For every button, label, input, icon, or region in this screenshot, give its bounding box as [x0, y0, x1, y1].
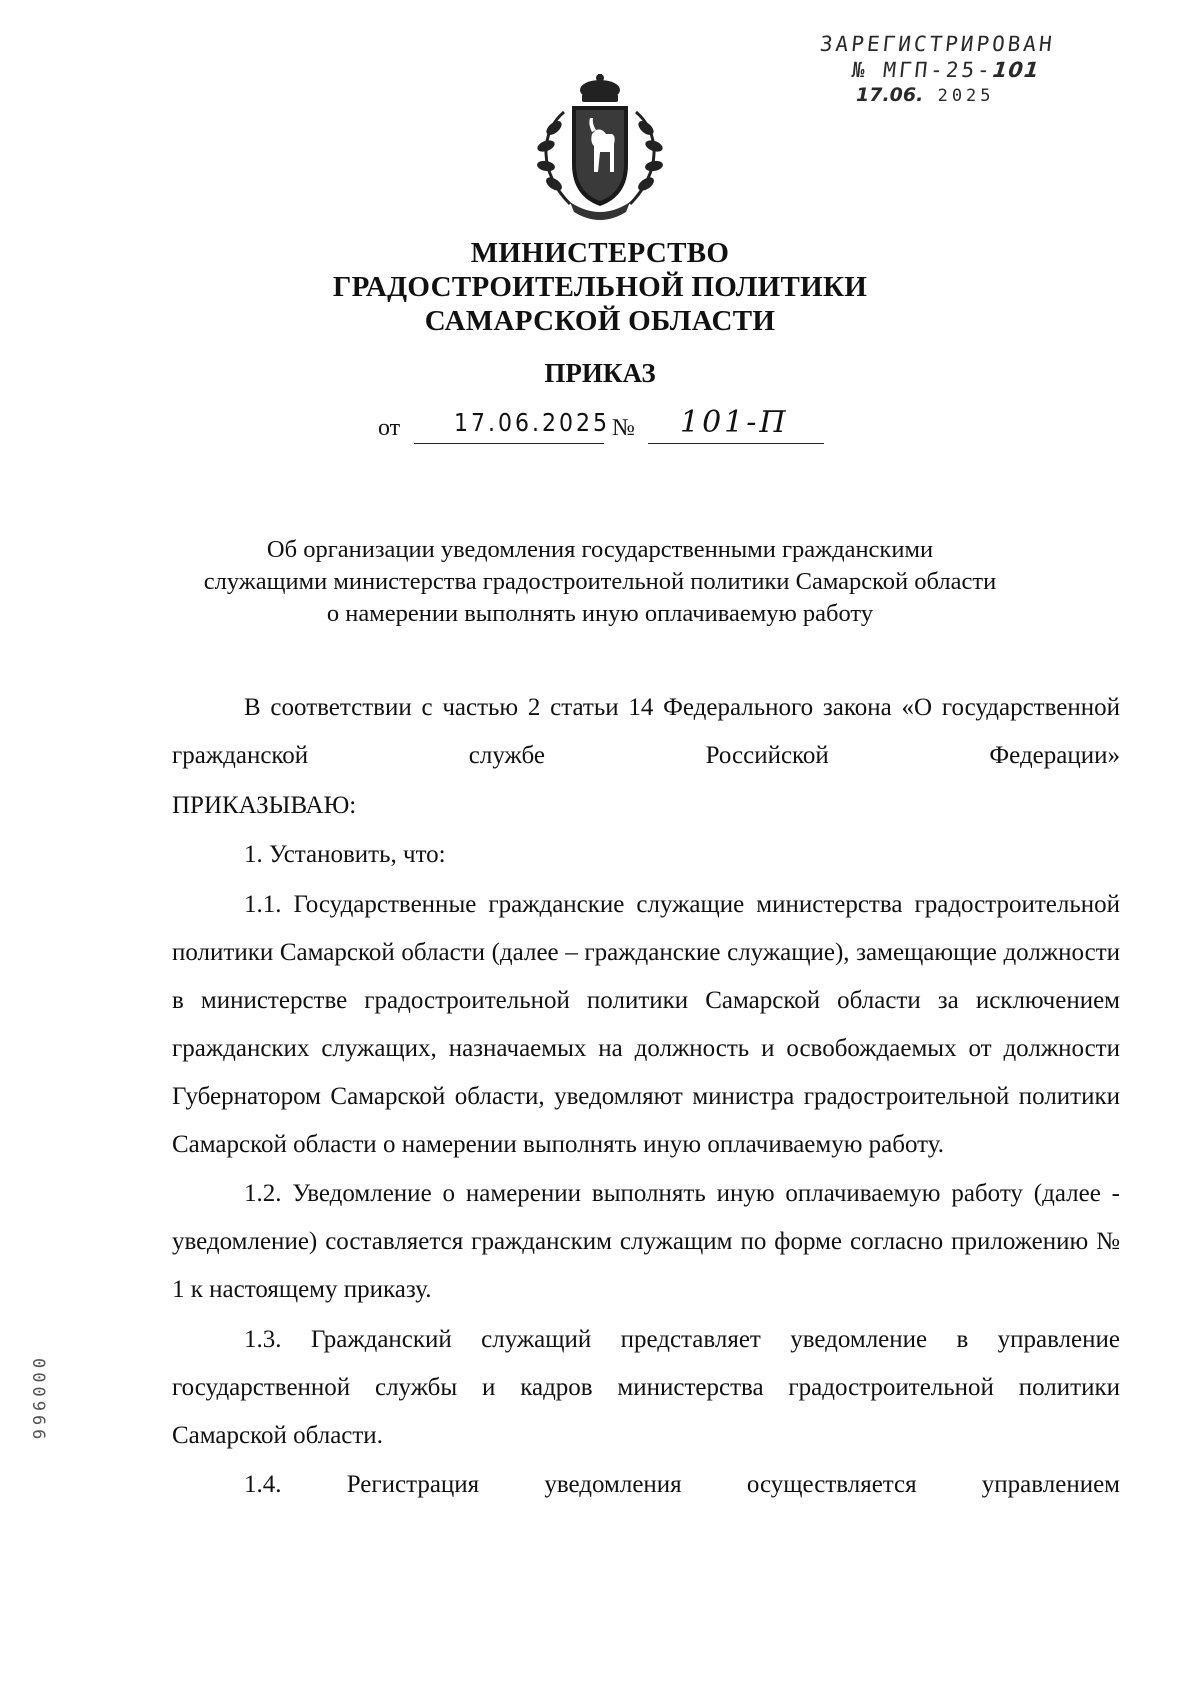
header-line-1: МИНИСТЕРСТВО	[470, 237, 730, 269]
order-subject	[150, 534, 1050, 630]
subject-line-1: Об организации уведомления государственными гражданскими	[266, 536, 934, 563]
body-order-word: ПРИКАЗЫВАЮ:	[172, 791, 357, 819]
order-date-number-line	[378, 400, 838, 444]
header-line-3: САМАРСКОЙ ОБЛАСТИ	[424, 305, 776, 337]
side-serial-number: 000966	[28, 1358, 48, 1444]
date-value: 17.06.2025	[454, 409, 610, 438]
document-type-title: ПРИКАЗ	[544, 358, 656, 388]
registration-stamp	[818, 32, 1056, 106]
stamp-registered-text: ЗАРЕГИСТРИРОВАН	[818, 32, 1056, 56]
number-value: 101-П	[680, 405, 789, 440]
order-body	[172, 684, 1120, 1511]
ministry-header	[0, 236, 1200, 338]
body-item-1-1: 1.1. Государственные гражданские служащие министерства градостроительной политики Самарской области (далее – гражданские служащие), замещающие должности в министерстве градостроительной политики Самарской области за исключением гражданских служащих, назначаемых на должность и освобождаемых от должности Губернатором Самарской области, уведомляют министра градостроительной политики Самарской области о намерении выполнять иную оплачиваемую работу.	[172, 890, 1120, 1158]
body-intro: В соответствии с частью 2 статьи 14 Федерального закона «О государственной гражданской службе Российской Федерации»	[172, 694, 1120, 769]
body-item-1: 1. Установить, что:	[244, 841, 446, 868]
number-label: №	[612, 415, 635, 441]
header-line-2: ГРАДОСТРОИТЕЛЬНОЙ ПОЛИТИКИ	[332, 271, 868, 303]
date-label: от	[378, 415, 401, 441]
body-item-1-2: 1.2. Уведомление о намерении выполнять иную оплачиваемую работу (далее - уведомление) составляется гражданским служащим по форме согласно приложению № 1 к настоящему приказу.	[172, 1180, 1120, 1303]
stamp-date-handwritten: 17.06.	[856, 84, 924, 106]
subject-line-3: о намерении выполнять иную оплачиваемую работу	[326, 600, 874, 627]
coat-of-arms-emblem	[530, 72, 670, 220]
stamp-number-handwritten: 101	[991, 58, 1041, 82]
subject-line-2: служащими министерства градостроительной политики Самарской области	[203, 568, 997, 595]
stamp-date-line	[856, 84, 1050, 106]
stamp-number-prefix: № МГП-25-	[850, 58, 995, 82]
stamp-number-line	[851, 58, 1052, 82]
stamp-date-year: 2025	[937, 86, 995, 106]
body-item-1-4: 1.4. Регистрация уведомления осуществляется управлением	[244, 1471, 1120, 1498]
body-item-1-3: 1.3. Гражданский служащий представляет уведомление в управление государственной службы и кадров министерства градостроительной политики Самарской области.	[172, 1325, 1120, 1449]
